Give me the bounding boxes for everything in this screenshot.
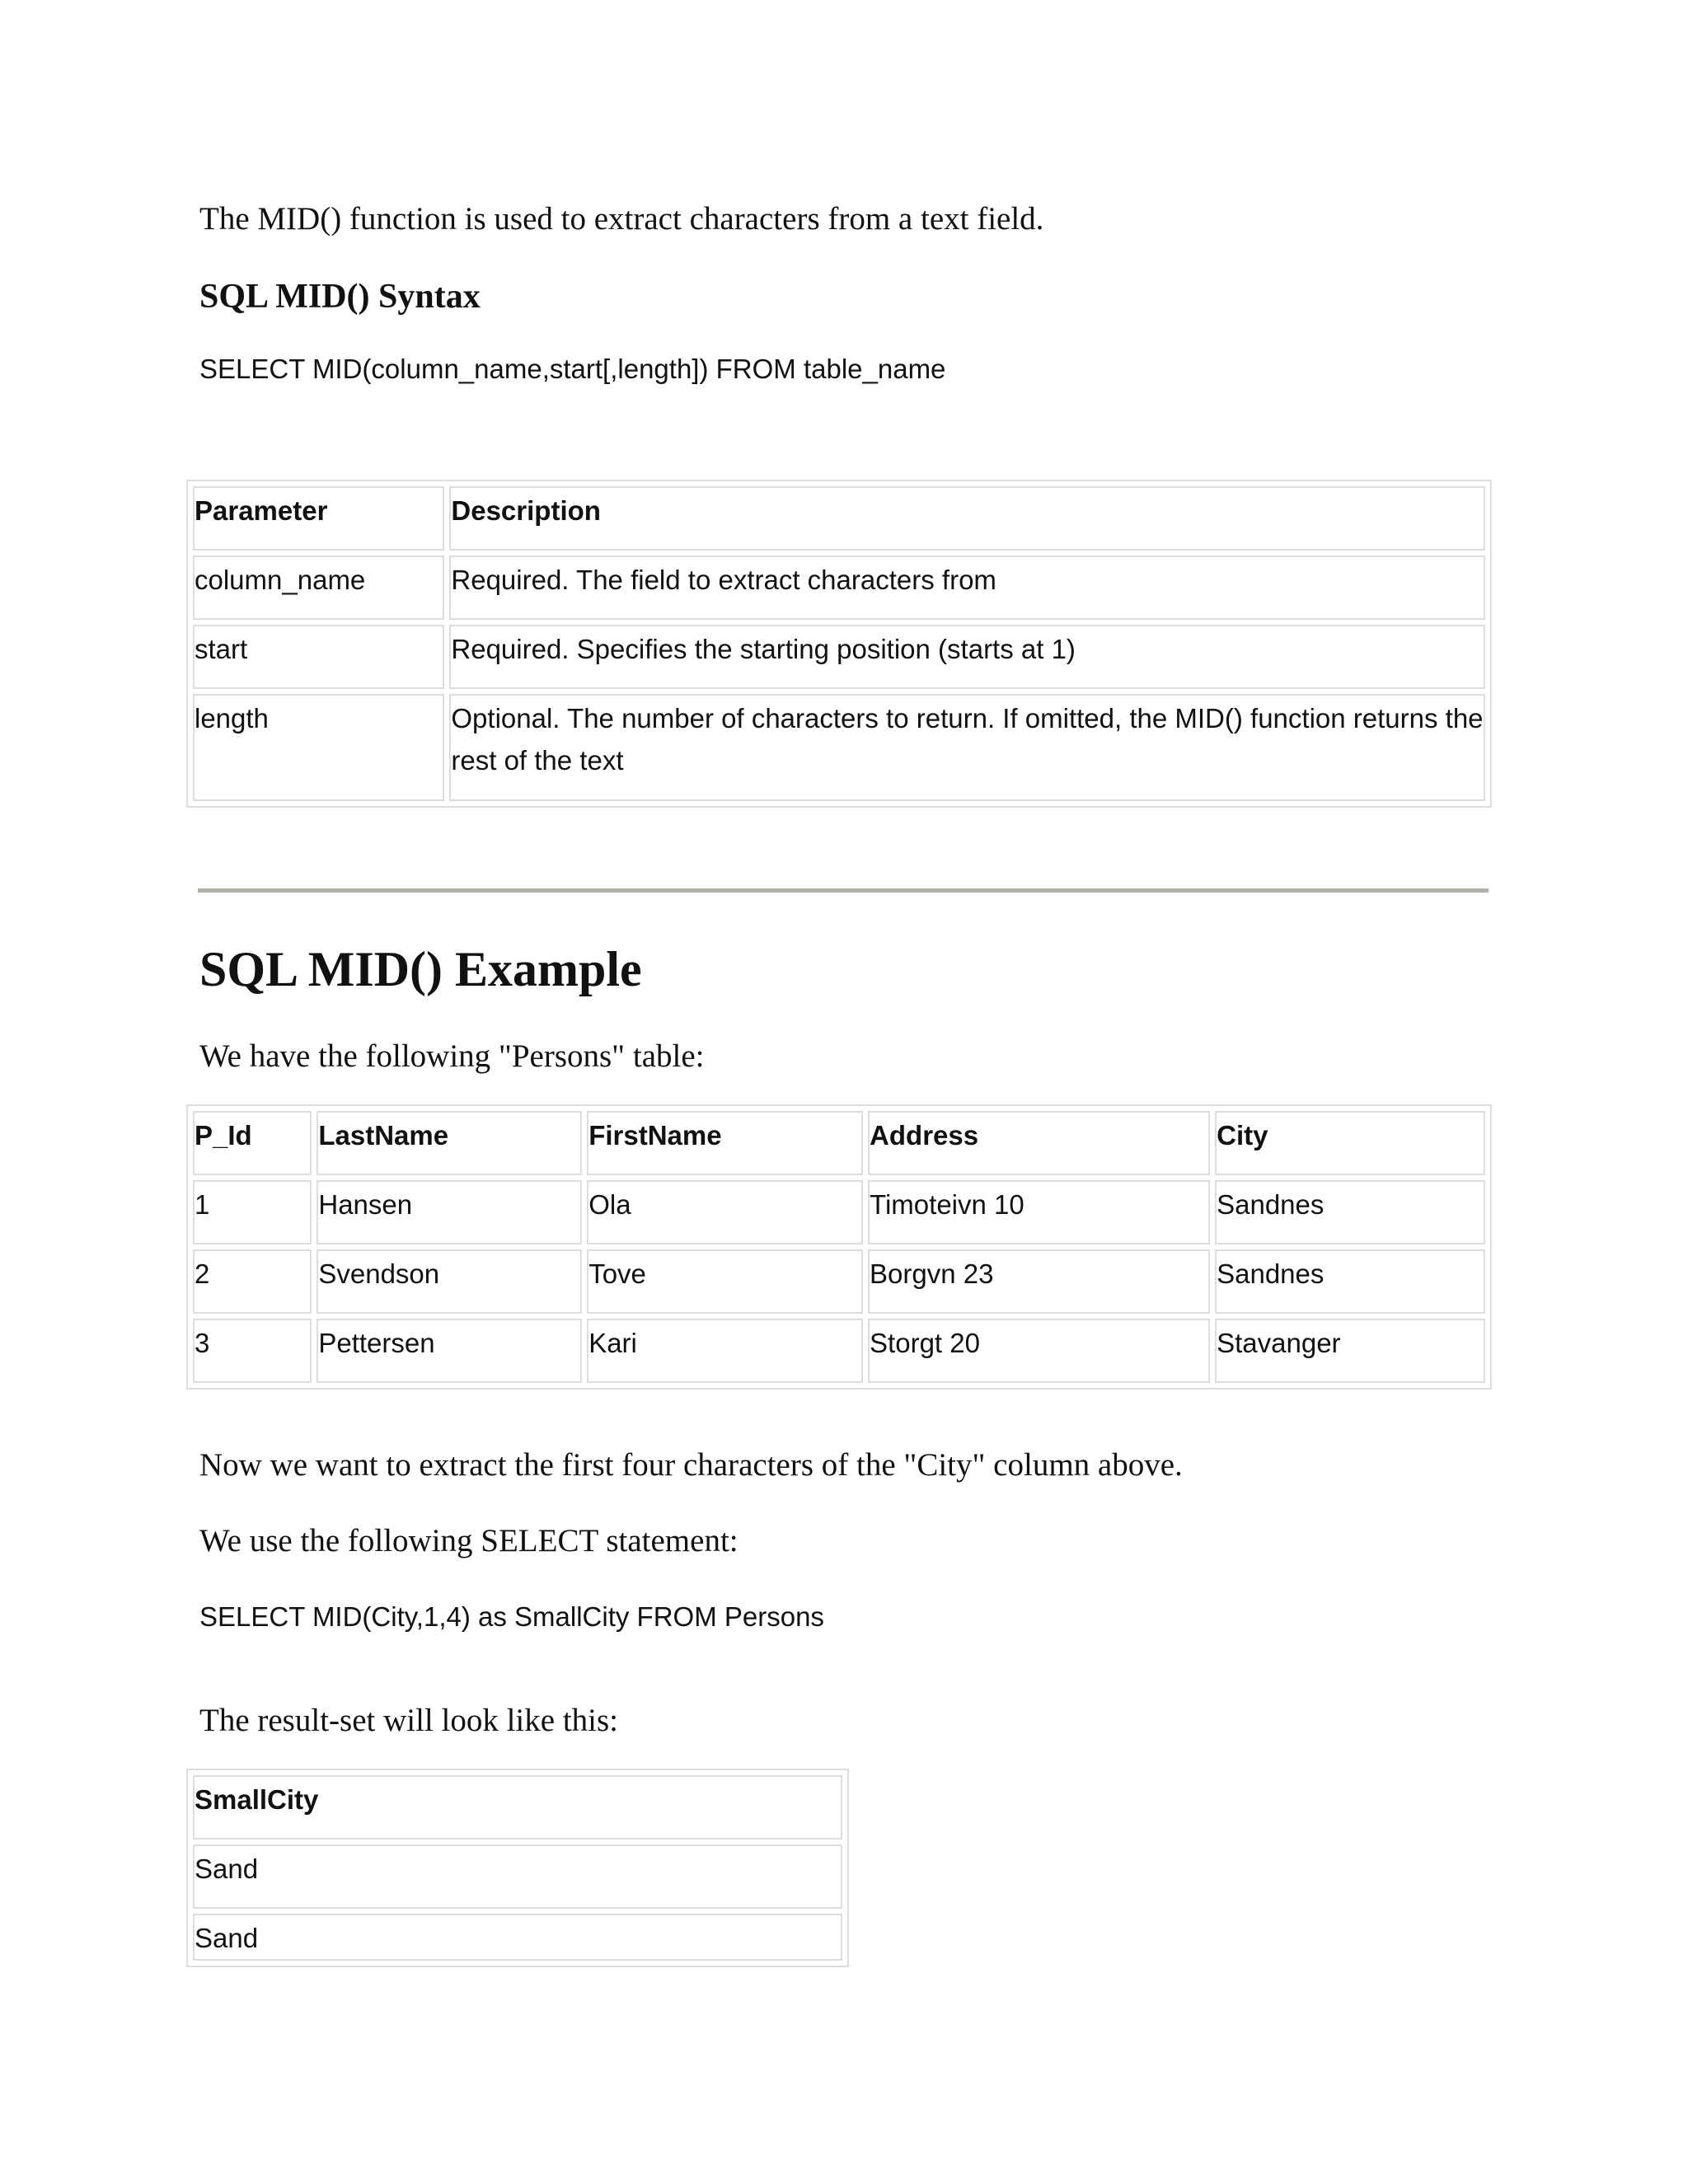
table-cell: Sand	[193, 1844, 842, 1909]
table-row	[193, 694, 1485, 801]
persons-intro-text: We have the following "Persons" table:	[199, 1038, 705, 1074]
table-cell: Sandnes	[1215, 1180, 1485, 1244]
result-intro-text: The result-set will look like this:	[199, 1703, 619, 1738]
intro-text: The MID() function is used to extract characters from a text field.	[199, 201, 1044, 237]
table-row	[193, 1844, 842, 1909]
table-cell: Sandnes	[1215, 1249, 1485, 1314]
table-header-cell: Description	[449, 486, 1485, 551]
table-row	[193, 1180, 1485, 1244]
table-cell: Tove	[587, 1249, 863, 1314]
table-cell: Svendson	[316, 1249, 582, 1314]
syntax-heading: SQL MID() Syntax	[199, 278, 481, 316]
table-cell: 3	[193, 1319, 312, 1383]
table-header-cell: FirstName	[587, 1111, 863, 1175]
table-cell: 1	[193, 1180, 312, 1244]
table-header-cell: P_Id	[193, 1111, 312, 1175]
table-cell: Optional. The number of characters to return. If omitted, the MID() function returns the rest of the text	[449, 694, 1485, 801]
table-cell: Pettersen	[316, 1319, 582, 1383]
table-header-cell: Parameter	[193, 486, 444, 551]
result-table	[186, 1769, 849, 1967]
table-row	[193, 486, 1485, 551]
table-header-cell: Address	[868, 1111, 1210, 1175]
table-row	[193, 1914, 842, 1961]
persons-table	[186, 1104, 1492, 1390]
table-cell: Sand	[193, 1914, 842, 1961]
table-header-cell: City	[1215, 1111, 1485, 1175]
select-intro-text: We use the following SELECT statement:	[199, 1523, 738, 1558]
table-cell: Required. The field to extract characters from	[449, 555, 1485, 620]
table-cell: length	[193, 694, 444, 801]
table-cell: start	[193, 625, 444, 689]
table-cell: column_name	[193, 555, 444, 620]
table-header-cell: SmallCity	[193, 1775, 842, 1840]
horizontal-divider	[198, 888, 1489, 893]
table-row	[193, 1775, 842, 1840]
table-cell: Storgt 20	[868, 1319, 1210, 1383]
select-code: SELECT MID(City,1,4) as SmallCity FROM Persons	[199, 1601, 824, 1632]
table-row	[193, 1111, 1485, 1175]
extract-text: Now we want to extract the first four characters of the "City" column above.	[199, 1447, 1183, 1483]
table-cell: Hansen	[316, 1180, 582, 1244]
table-row	[193, 555, 1485, 620]
table-cell: Ola	[587, 1180, 863, 1244]
table-header-cell: LastName	[316, 1111, 582, 1175]
table-row	[193, 1249, 1485, 1314]
table-cell: Kari	[587, 1319, 863, 1383]
table-cell: Stavanger	[1215, 1319, 1485, 1383]
syntax-code: SELECT MID(column_name,start[,length]) FROM table_name	[199, 354, 946, 384]
example-heading: SQL MID() Example	[199, 942, 642, 996]
table-cell: 2	[193, 1249, 312, 1314]
table-row	[193, 625, 1485, 689]
table-cell: Timoteivn 10	[868, 1180, 1210, 1244]
table-cell: Required. Specifies the starting position (starts at 1)	[449, 625, 1485, 689]
table-cell: Borgvn 23	[868, 1249, 1210, 1314]
parameters-table	[186, 480, 1492, 808]
table-row	[193, 1319, 1485, 1383]
